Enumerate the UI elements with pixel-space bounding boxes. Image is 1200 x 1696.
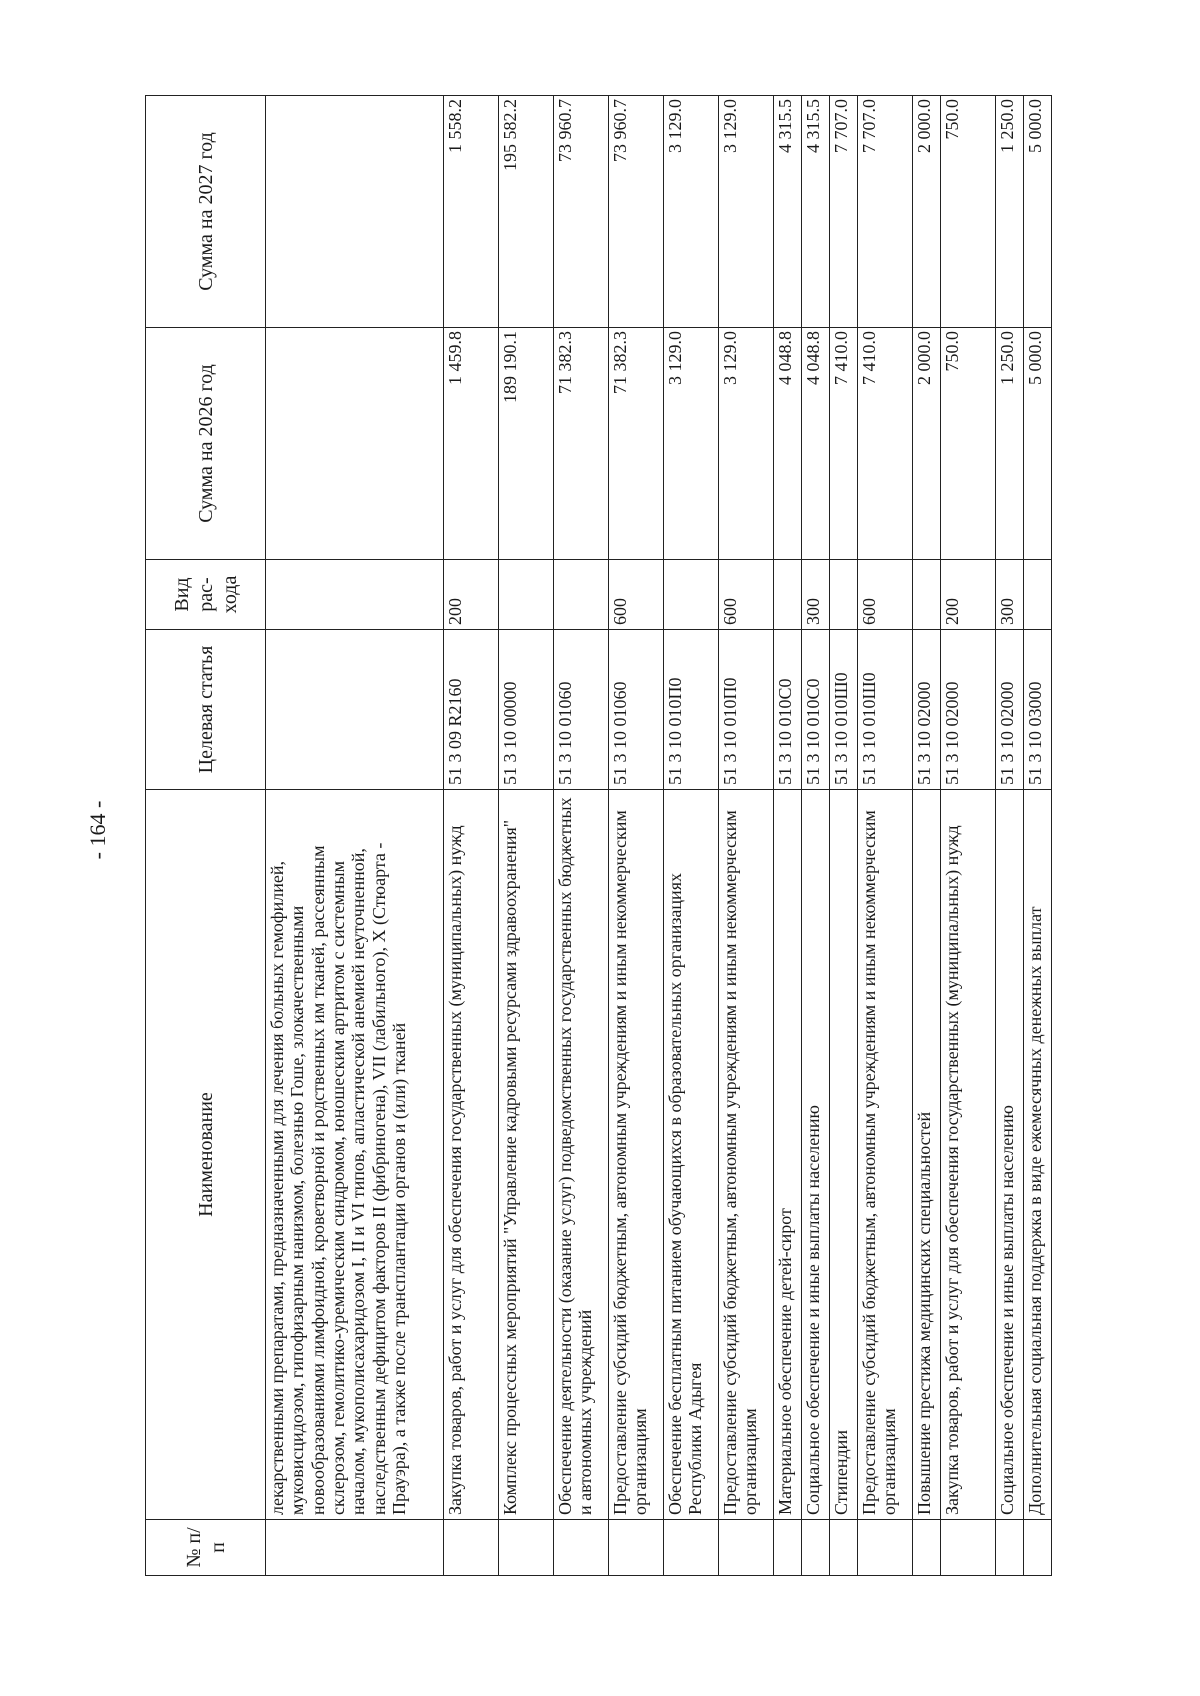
row-sum-2026: 71 382.3: [609, 328, 664, 560]
row-num: [774, 1520, 802, 1576]
row-num: [554, 1520, 609, 1576]
row-sum-2026: 1 459.8: [444, 328, 499, 560]
row-sum-2026: [266, 328, 444, 560]
row-num: [858, 1520, 913, 1576]
row-kind: [554, 560, 609, 630]
budget-table: [145, 95, 1052, 1576]
row-target: 51 3 10 01060: [609, 630, 664, 790]
row-target: 51 3 10 02000: [913, 630, 941, 790]
row-kind: [266, 560, 444, 630]
row-sum-2027: 7 707.0: [830, 96, 858, 328]
table-row: [830, 96, 858, 1576]
row-sum-2026: 4 048.8: [774, 328, 802, 560]
row-target: [266, 630, 444, 790]
table-row: [802, 96, 830, 1576]
row-sum-2027: 3 129.0: [664, 96, 719, 328]
row-name: Социальное обеспечение и иные выплаты населению: [802, 790, 830, 1520]
table-row: [554, 96, 609, 1576]
row-sum-2027: 1 250.0: [996, 96, 1024, 328]
row-name: Предоставление субсидий бюджетным, автономным учреждениям и иным некоммерческим организациям: [719, 790, 774, 1520]
row-sum-2027: 5 000.0: [1024, 96, 1052, 328]
row-name: Предоставление субсидий бюджетным, автономным учреждениям и иным некоммерческим организациям: [858, 790, 913, 1520]
row-kind: [830, 560, 858, 630]
row-sum-2026: 3 129.0: [664, 328, 719, 560]
header-name: Наименование: [146, 790, 266, 1520]
table-row: [913, 96, 941, 1576]
row-num: [1024, 1520, 1052, 1576]
row-kind: 200: [941, 560, 996, 630]
row-num: [913, 1520, 941, 1576]
row-target: 51 3 10 010С0: [774, 630, 802, 790]
row-sum-2027: 4 315.5: [774, 96, 802, 328]
row-target: 51 3 10 010Ш0: [858, 630, 913, 790]
row-name: Повышение престижа медицинских специальностей: [913, 790, 941, 1520]
header-sum-2027: Сумма на 2027 год: [146, 96, 266, 328]
row-target: 51 3 10 010П0: [664, 630, 719, 790]
row-sum-2027: 4 315.5: [802, 96, 830, 328]
row-num: [266, 1520, 444, 1576]
row-sum-2027: 1 558.2: [444, 96, 499, 328]
row-num: [444, 1520, 499, 1576]
row-num: [719, 1520, 774, 1576]
row-sum-2027: 73 960.7: [609, 96, 664, 328]
row-sum-2026: 7 410.0: [858, 328, 913, 560]
table-row: [266, 96, 444, 1576]
row-sum-2026: 5 000.0: [1024, 328, 1052, 560]
row-target: 51 3 10 010Ш0: [830, 630, 858, 790]
row-target: 51 3 10 03000: [1024, 630, 1052, 790]
table-row: [609, 96, 664, 1576]
row-name: Дополнительная социальная поддержка в виде ежемесячных денежных выплат: [1024, 790, 1052, 1520]
row-kind: 600: [719, 560, 774, 630]
table-row: [774, 96, 802, 1576]
row-sum-2026: 7 410.0: [830, 328, 858, 560]
row-target: 51 3 10 010П0: [719, 630, 774, 790]
header-kind: Вид рас-хода: [146, 560, 266, 630]
row-name: Стипендии: [830, 790, 858, 1520]
row-sum-2026: 3 129.0: [719, 328, 774, 560]
row-name: Обеспечение деятельности (оказание услуг) подведомственных государственных бюджетных и автономных учреждений: [554, 790, 609, 1520]
table-row: [444, 96, 499, 1576]
row-num: [996, 1520, 1024, 1576]
row-name: Социальное обеспечение и иные выплаты населению: [996, 790, 1024, 1520]
row-num: [499, 1520, 554, 1576]
row-sum-2027: 73 960.7: [554, 96, 609, 328]
row-target: 51 3 10 01060: [554, 630, 609, 790]
row-sum-2026: 4 048.8: [802, 328, 830, 560]
table-row: [499, 96, 554, 1576]
row-sum-2026: 750.0: [941, 328, 996, 560]
rotated-page-content: [145, 96, 1050, 1576]
table-header-row: [146, 96, 266, 1576]
table-row: [941, 96, 996, 1576]
row-target: 51 3 10 02000: [941, 630, 996, 790]
row-sum-2027: 750.0: [941, 96, 996, 328]
row-name: лекарственными препаратами, предназначенными для лечения больных гемофилией, муковисцидозом, гипофизарным нанизмом, болезнью Гоше, злокачественными новообразованиями лимфоидной, кроветворной и родственных им тканей, рассеянным склерозом, гемолитико-уремическим синдромом, юношеским артритом с системным началом, мукополисахаридозом I, II и VI типов, апластической анемией неуточненной, наследственным дефицитом факторов II (фибриногена), VII (лабильного), X (Стюарта - Прауэра), а также после трансплантации органов и (или) тканей: [266, 790, 444, 1520]
row-name: Закупка товаров, работ и услуг для обеспечения государственных (муниципальных) нужд: [941, 790, 996, 1520]
row-kind: 600: [609, 560, 664, 630]
row-kind: [774, 560, 802, 630]
table-row: [1024, 96, 1052, 1576]
header-sum-2026: Сумма на 2026 год: [146, 328, 266, 560]
table-row: [996, 96, 1024, 1576]
row-num: [941, 1520, 996, 1576]
row-sum-2027: [266, 96, 444, 328]
row-kind: 300: [802, 560, 830, 630]
row-kind: [1024, 560, 1052, 630]
row-sum-2026: 1 250.0: [996, 328, 1024, 560]
row-target: 51 3 10 010С0: [802, 630, 830, 790]
row-sum-2027: 7 707.0: [858, 96, 913, 328]
row-kind: 200: [444, 560, 499, 630]
row-sum-2027: 3 129.0: [719, 96, 774, 328]
row-name: Комплекс процессных мероприятий "Управление кадровыми ресурсами здравоохранения": [499, 790, 554, 1520]
header-num: № п/п: [146, 1520, 266, 1576]
header-target: Целевая статья: [146, 630, 266, 790]
row-target: 51 3 10 00000: [499, 630, 554, 790]
table-row: [719, 96, 774, 1576]
table-row: [858, 96, 913, 1576]
row-num: [830, 1520, 858, 1576]
row-kind: [913, 560, 941, 630]
row-kind: 600: [858, 560, 913, 630]
row-name: Закупка товаров, работ и услуг для обеспечения государственных (муниципальных) нужд: [444, 790, 499, 1520]
page-number: - 164 -: [85, 800, 110, 860]
row-kind: [664, 560, 719, 630]
row-target: 51 3 09 R2160: [444, 630, 499, 790]
row-sum-2027: 2 000.0: [913, 96, 941, 328]
row-num: [802, 1520, 830, 1576]
row-name: Обеспечение бесплатным питанием обучающихся в образовательных организациях Республики Адыгея: [664, 790, 719, 1520]
row-sum-2026: 2 000.0: [913, 328, 941, 560]
row-target: 51 3 10 02000: [996, 630, 1024, 790]
row-name: Материальное обеспечение детей-сирот: [774, 790, 802, 1520]
row-sum-2027: 195 582.2: [499, 96, 554, 328]
row-num: [664, 1520, 719, 1576]
table-row: [664, 96, 719, 1576]
row-kind: [499, 560, 554, 630]
row-sum-2026: 189 190.1: [499, 328, 554, 560]
row-name: Предоставление субсидий бюджетным, автономным учреждениям и иным некоммерческим организациям: [609, 790, 664, 1520]
row-num: [609, 1520, 664, 1576]
row-sum-2026: 71 382.3: [554, 328, 609, 560]
row-kind: 300: [996, 560, 1024, 630]
